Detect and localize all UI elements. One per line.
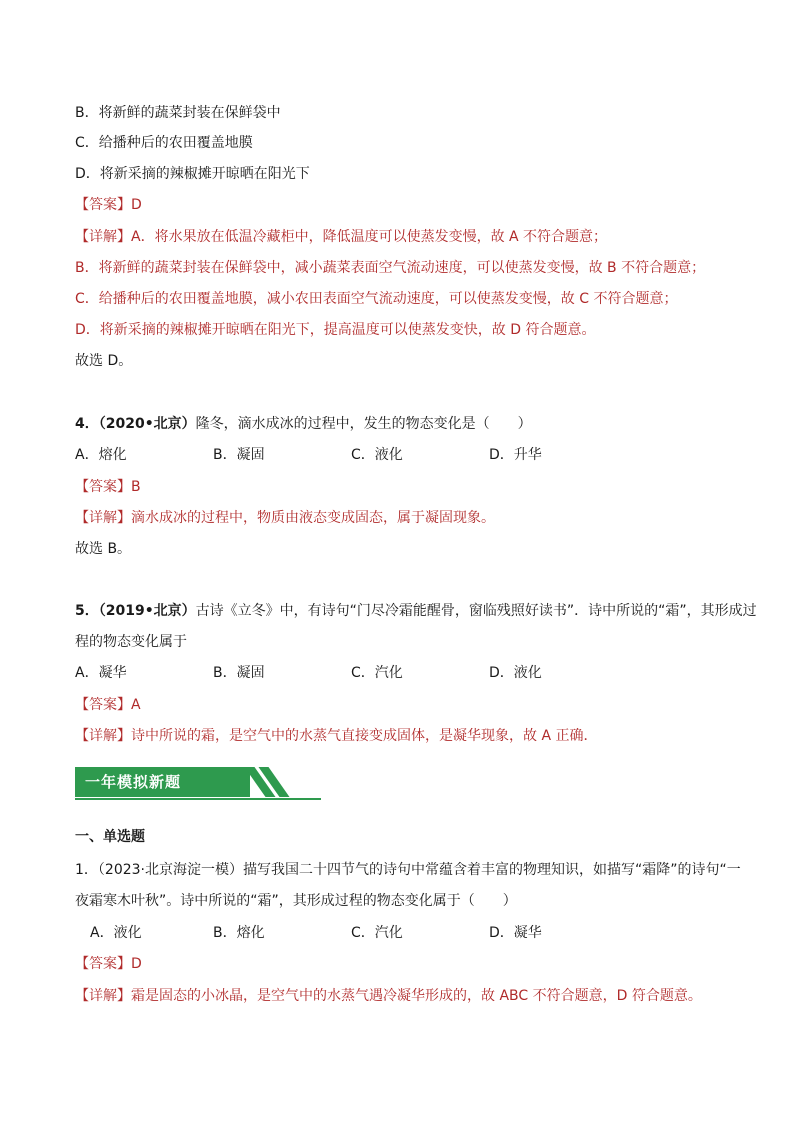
option-item: C．液化	[351, 447, 403, 463]
banner-underline	[75, 798, 321, 800]
detail-tag: 【详解】	[75, 229, 131, 245]
option-c: C．给播种后的农田覆盖地膜	[75, 135, 253, 151]
answer-value: D	[131, 956, 142, 972]
detail-text: A．将水果放在低温冷藏柜中，降低温度可以使蒸发变慢，故 A 不符合题意；	[131, 229, 608, 245]
answer-row	[75, 477, 141, 497]
question-4-options	[75, 445, 627, 465]
answer-tag: 【答案】	[75, 697, 131, 713]
detail-row-c: C．给播种后的农田覆盖地膜，减小农田表面空气流动速度，可以使蒸发变慢，故 C 不符合题意；	[75, 291, 678, 307]
option-item: D．液化	[489, 665, 542, 681]
detail-text: 霜是固态的小冰晶，是空气中的水蒸气遇冷凝华形成的，故 ABC 不符合题意，D 符合题意。	[131, 988, 702, 1004]
answer-value: B	[131, 479, 141, 495]
conclusion: 故选 D。	[75, 353, 133, 369]
section-banner	[75, 767, 321, 801]
option-item: D．凝华	[489, 925, 542, 941]
answer-tag: 【答案】	[75, 479, 131, 495]
detail-text: 诗中所说的霜，是空气中的水蒸气直接变成固体，是凝华现象，故 A 正确．	[131, 728, 598, 744]
question-5-options	[75, 663, 627, 683]
question-5-stem	[75, 601, 757, 621]
option-item: D．升华	[489, 447, 542, 463]
option-item: A．熔化	[75, 447, 127, 463]
option-item: B．凝固	[213, 447, 265, 463]
question-text: 隆冬，滴水成冰的过程中，发生的物态变化是（ ）	[195, 416, 532, 432]
banner-label: 一年模拟新题	[85, 773, 182, 791]
question-4-stem	[75, 414, 532, 434]
question-number: 1．（2023·北京海淀一模）	[75, 862, 243, 878]
detail-tag: 【详解】	[75, 988, 131, 1004]
option-item: C．汽化	[351, 925, 403, 941]
option-item: A．液化	[90, 925, 142, 941]
question-text: 描写我国二十四节气的诗句中常蕴含着丰富的物理知识，如描写“霜降”的诗句“一	[243, 862, 741, 878]
option-item: A．凝华	[75, 665, 127, 681]
question-text: 古诗《立冬》中，有诗句“门尽冷霜能醒骨，窗临残照好读书”．诗中所说的“霜”，其形成过	[195, 603, 757, 619]
answer-value: A	[131, 697, 141, 713]
detail-row	[75, 508, 495, 528]
answer-tag: 【答案】	[75, 197, 131, 213]
detail-row	[75, 986, 702, 1006]
option-item: B．熔化	[213, 925, 265, 941]
detail-row-a	[75, 227, 607, 247]
answer-row	[75, 695, 141, 715]
answer-row	[75, 195, 142, 215]
detail-row-d: D．将新采摘的辣椒摊开晾晒在阳光下，提高温度可以使蒸发变快，故 D 符合题意。	[75, 322, 596, 338]
question-1-options	[90, 923, 627, 943]
answer-value: D	[131, 197, 142, 213]
detail-row	[75, 726, 597, 746]
option-d: D．将新采摘的辣椒摊开晾晒在阳光下	[75, 166, 310, 182]
detail-text: 滴水成冰的过程中，物质由液态变成固态，属于凝固现象。	[131, 510, 495, 526]
option-item: B．凝固	[213, 665, 265, 681]
option-item: C．汽化	[351, 665, 403, 681]
detail-tag: 【详解】	[75, 728, 131, 744]
conclusion: 故选 B。	[75, 541, 132, 557]
question-1-stem	[75, 860, 741, 880]
option-b: B．将新鲜的蔬菜封装在保鲜袋中	[75, 105, 281, 121]
detail-tag: 【详解】	[75, 510, 131, 526]
question-1-stem-cont: 夜霜寒木叶秋”。诗中所说的“霜”，其形成过程的物态变化属于（ ）	[75, 893, 517, 909]
detail-row-b: B．将新鲜的蔬菜封装在保鲜袋中，减小蔬菜表面空气流动速度，可以使蒸发变慢，故 B 不符合题意；	[75, 260, 706, 276]
section-title: 一、单选题	[75, 829, 145, 845]
question-number: 5．（2019•北京）	[75, 603, 196, 619]
answer-tag: 【答案】	[75, 956, 131, 972]
answer-row	[75, 954, 142, 974]
question-number: 4．（2020•北京）	[75, 416, 196, 432]
question-5-stem-cont: 程的物态变化属于	[75, 634, 187, 650]
